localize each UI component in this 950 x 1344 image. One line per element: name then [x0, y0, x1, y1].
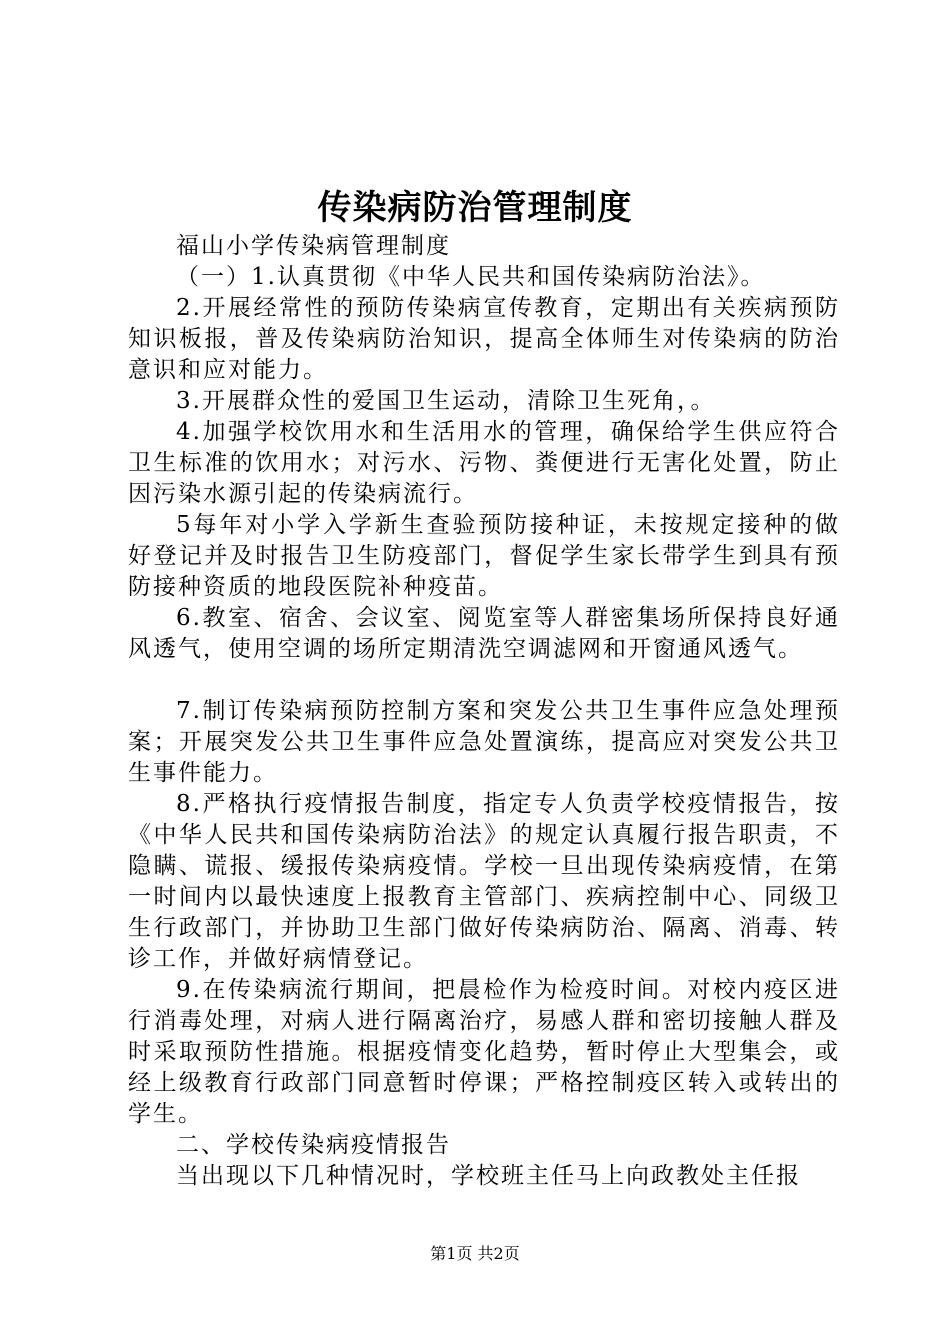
body-paragraph: 当出现以下几种情况时，学校班主任马上向政教处主任报	[176, 1163, 801, 1189]
page-number: 第1页 共2页	[430, 1244, 520, 1263]
body-paragraph: 6.教室、宿舍、会议室、阅览室等人群密集场所保持良好通风透气，使用空调的场所定期清洗空调滤网和开窗通风透气。	[128, 605, 840, 662]
body-paragraph: 8.严格执行疫情报告制度，指定专人负责学校疫情报告，按《中华人民共和国传染病防治法》的规定认真履行报告职责，不隐瞒、谎报、缓报传染病疫情。学校一旦出现传染病疫情，在第一时间内以最快速度上报教育主管部门、疾病控制中心、同级卫生行政部门，并协助卫生部门做好传染病防治、隔离、消毒、转诊工作，并做好病情登记。	[128, 791, 840, 972]
section-heading: 二、学校传染病疫情报告	[176, 1132, 451, 1158]
document-body	[128, 231, 840, 1192]
document-title: 传染病防治管理制度	[317, 188, 633, 228]
body-paragraph: 2.开展经常性的预防传染病宣传教育，定期出有关疾病预防知识板报，普及传染病防治知识，提高全体师生对传染病的防治意识和应对能力。	[128, 295, 840, 383]
body-paragraph: 福山小学传染病管理制度	[176, 233, 451, 259]
body-paragraph: 9.在传染病流行期间，把晨检作为检疫时间。对校内疫区进行消毒处理，对病人进行隔离治疗，易感人群和密切接触人群及时采取预防性措施。根据疫情变化趋势，暂时停止大型集会，或经上级教育行政部门同意暂时停课；严格控制疫区转入或转出的学生。	[128, 977, 840, 1127]
body-paragraph: 4.加强学校饮用水和生活用水的管理，确保给学生供应符合卫生标准的饮用水；对污水、污物、粪便进行无害化处置，防止因污染水源引起的传染病流行。	[128, 419, 840, 507]
body-paragraph: （一）1.认真贯彻《中华人民共和国传染病防治法》。	[176, 264, 766, 290]
body-paragraph: 5每年对小学入学新生查验预防接种证，未按规定接种的做好登记并及时报告卫生防疫部门，督促学生家长带学生到具有预防接种资质的地段医院补种疫苗。	[128, 512, 840, 600]
body-paragraph: 7.制订传染病预防控制方案和突发公共卫生事件应急处理预案；开展突发公共卫生事件应急处置演练，提高应对突发公共卫生事件能力。	[128, 698, 840, 786]
body-paragraph: 3.开展群众性的爱国卫生运动，清除卫生死角，。	[176, 388, 716, 414]
